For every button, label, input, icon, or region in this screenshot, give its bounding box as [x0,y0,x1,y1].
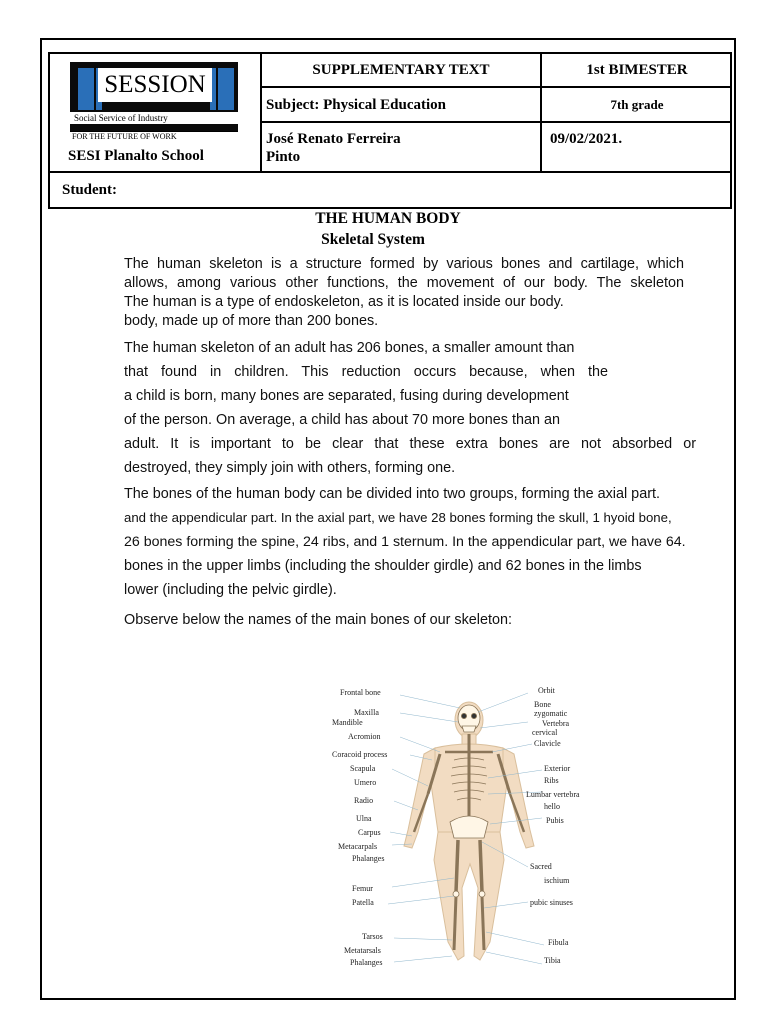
bone-label-right: Tibia [544,956,561,965]
bone-label-right: ischium [544,876,570,885]
bone-label-right: hello [544,802,560,811]
bone-label-left: Acromion [348,732,381,741]
doc-type: SUPPLEMENTARY TEXT [312,62,490,78]
bone-label-right: Sacred [530,862,552,871]
grade: 7th grade [610,97,664,112]
para3-line: The bones of the human body can be divided into two groups, forming the axial part. [124,486,660,502]
bone-label-right: cervical [532,728,558,737]
school-name: SESI Planalto School [68,148,204,164]
bone-label-left: Umero [354,778,377,787]
subject: Subject: Physical Education [266,97,447,113]
header-table [48,52,732,173]
bone-label-left: Ulna [356,814,372,823]
bone-label-left: Mandible [332,718,363,727]
logo-subtitle: Social Service of Industry [70,112,238,124]
bone-label-right: Orbit [538,686,555,695]
skeleton-figure [332,682,594,974]
para3-line: bones in the upper limbs (including the shoulder girdle) and 62 bones in the limbs [124,558,642,574]
para3-line: lower (including the pelvic girdle). [124,582,337,598]
bone-label-right: Fibula [548,938,569,947]
page-title: THE HUMAN BODY [315,210,461,227]
para1-line: The human is a type of endoskeleton, as it is located inside our body. [124,294,564,310]
bimester: 1st BIMESTER [586,62,688,78]
bone-label-left: Femur [352,884,373,893]
bone-label-left: Tarsos [362,932,383,941]
para3-line: 26 bones forming the spine, 24 ribs, and 1 sternum. In the appendicular part, we have 64. [124,534,686,550]
para2-line: destroyed, they simply join with others, forming one. [124,460,456,476]
teacher-name: José Renato Ferreira Pinto [266,131,401,165]
page-frame [40,38,736,1000]
para1-line: The human skeleton is a structure formed by various bones and cartilage, which [124,256,684,272]
bone-label-right: zygomatic [534,709,568,718]
bone-label-left: Phalanges [350,958,383,967]
para2-line: The human skeleton of an adult has 206 bones, a smaller amount than [124,340,575,356]
page-subtitle: Skeletal System [321,231,425,248]
para1-line: body, made up of more than 200 bones. [124,313,379,329]
logo-word: SESSION [98,68,212,102]
bone-label-left: Radio [354,796,374,805]
bone-label-right: Lumbar vertebra [526,790,580,799]
bone-label-right: Clavicle [534,739,561,748]
bone-label-right: Vertebra [542,719,570,728]
bone-label-left: Phalanges [352,854,385,863]
bone-label-right: Ribs [544,776,559,785]
sesi-logo [70,62,238,141]
observe-line: Observe below the names of the main bones of our skeleton: [124,612,512,628]
student-field[interactable]: Student: [48,173,732,209]
logo-tagline: FOR THE FUTURE OF WORK [70,131,238,141]
para2-line: a child is born, many bones are separated, fusing during development [124,388,569,404]
bone-label-left: Metacarpals [338,842,378,851]
bone-label-left: Coracoid process [332,750,388,759]
para3-line: and the appendicular part. In the axial part, we have 28 bones forming the skull, 1 hyoid bone, [124,510,672,525]
bone-label-left: Frontal bone [340,688,381,697]
bone-label-right: Exterior [544,764,571,773]
para2-line: that found in children. This reduction occurs because, when the [124,364,608,380]
bone-label-left: Maxilla [354,708,379,717]
date: 09/02/2021. [550,131,623,147]
para1-line: allows, among various other functions, the movement of our body. The skeleton [124,275,684,291]
bone-label-left: Metatarsals [344,946,381,955]
bone-label-right: Pubis [546,816,564,825]
bone-label-right: pubic sinuses [530,898,573,907]
bone-label-left: Patella [352,898,374,907]
para2-line: adult. It is important to be clear that these extra bones are not absorbed or [124,436,696,452]
para2-line: of the person. On average, a child has about 70 more bones than an [124,412,561,428]
bone-label-left: Carpus [358,828,381,837]
bone-label-left: Scapula [350,764,376,773]
bone-label-right: Bone [534,700,551,709]
